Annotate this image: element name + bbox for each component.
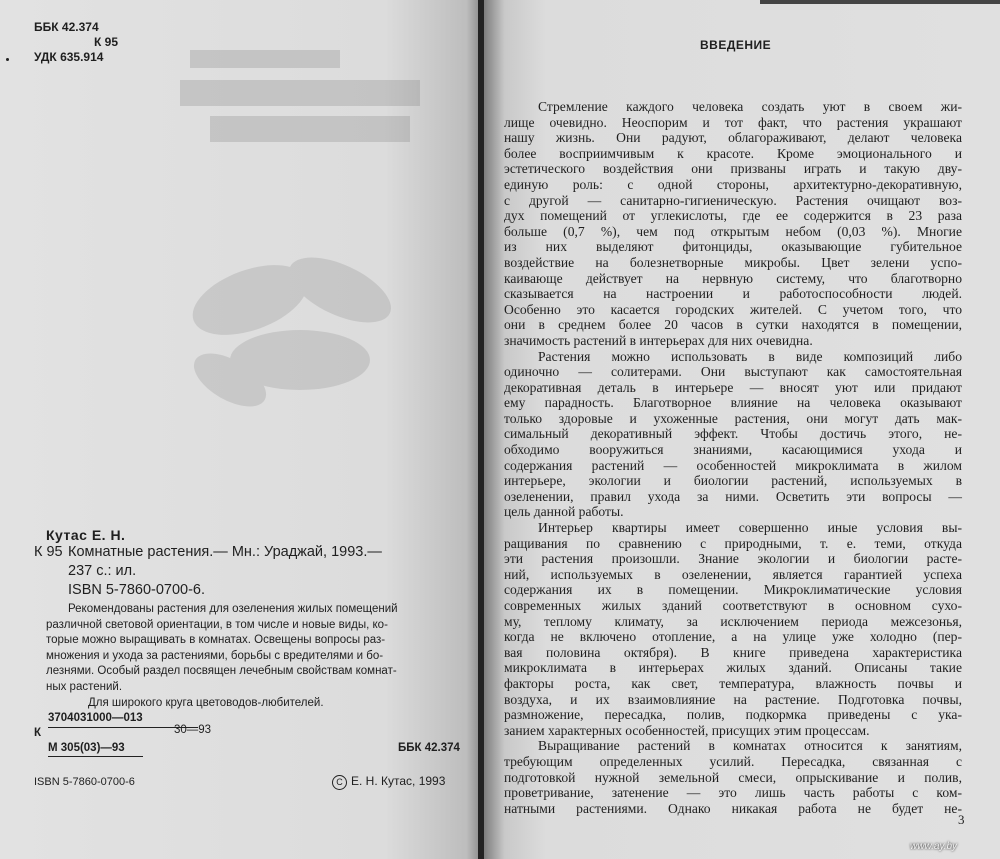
udk-code: УДК 635.914 — [34, 50, 104, 64]
text-line: требующим определенных усилий. Пересадка, связанная с — [504, 753, 962, 769]
publication-code — [34, 712, 474, 762]
text-line: Интерьер квартиры имеет совершенно иные условия вы- — [538, 520, 962, 536]
underline — [48, 756, 143, 757]
text-line: содержания растений — особенностей микроклимата в жилом — [504, 457, 962, 473]
text-line: симальный декоративный эффект. Чтобы достичь этого, не- — [504, 426, 962, 442]
text-line: Особенно это касается городских жителей. С учетом того, что — [504, 301, 962, 317]
text-line: цель данной работы. — [504, 504, 624, 520]
text-line: значимость растений в интерьерах для них очевидна. — [504, 332, 813, 348]
text-line: проветривание, затенение — это лишь часть работы с ком- — [504, 785, 962, 801]
text-line: эти растения произошли. Знание экологии и биологии расте- — [504, 551, 962, 567]
entry-title: Комнатные растения.— Мн.: Ураджай, 1993.— — [68, 544, 382, 560]
pub-mid: 30—93 — [174, 724, 212, 736]
text-line: современных жилых зданий соответствуют в основном сухо- — [504, 598, 962, 613]
text-line: интерьере, экологии и биологии растений, используемых в — [504, 473, 962, 489]
annotation-line: Рекомендованы растения для озеленения жилых помещений — [68, 603, 398, 615]
pub-line-1: 3704031000—013 — [48, 712, 143, 724]
text-line: Стремление каждого человека создать уют в своем жи- — [538, 99, 962, 114]
text-line: они в среднем более 20 часов в сутки находятся в помещении, — [504, 317, 962, 333]
page-edge-shadow — [760, 0, 1000, 4]
pub-letter: К — [34, 727, 42, 739]
chapter-title: ВВЕДЕНИЕ — [700, 38, 772, 52]
text-line: натными растениями. Однако никакая работа не будет не- — [504, 800, 962, 816]
text-line: вая половина октября). В книге приведена характеристика — [504, 644, 962, 660]
copyright-icon: С — [332, 775, 347, 790]
annotation-line: различной световой ориентации, в том числе и новые виды, ко- — [46, 618, 388, 631]
text-line: ращивания по сравнению с природными, т. е. теми, откуда — [504, 535, 962, 551]
text-line: одиночно — солитерами. Они выступают как самостоятельная — [504, 364, 962, 380]
text-line: факторы роста, как свет, температура, влажность почвы и — [504, 675, 962, 691]
text-line: Растения можно использовать в виде композиций либо — [538, 348, 962, 364]
text-line: микроклимата в интерьерах жилых зданий. Описаны такие — [504, 660, 962, 676]
text-line: сказывается на настроении и работоспособности людей. — [504, 286, 962, 302]
text-line: дух помещений от углекислоты, где ее содержится в 23 раза — [504, 208, 962, 224]
text-line: больше (0,7 %), чем под открытым небом (0,03 %). Многие — [504, 223, 962, 239]
annotation-line: торые можно выращивать в комнатах. Освещены вопросы раз- — [46, 634, 386, 646]
classification-codes — [34, 20, 118, 65]
text-line: из них выделяют фитонциды, оказывающие губительное — [504, 239, 962, 255]
text-line: более восприимчивым к красоте. Кроме эмоционального и — [504, 145, 962, 161]
text-line: эстетического воздействия они призваны играть и такую дву- — [504, 161, 962, 177]
text-line: Выращивание растений в комнатах относится к занятиям, — [538, 738, 962, 754]
show-through-cover-title — [180, 40, 430, 150]
title-line — [34, 543, 466, 562]
print-speck — [6, 58, 9, 61]
text-line: ему парадность. Благотворное влияние на человека оказывают — [504, 395, 962, 411]
bbk-bottom: ББК 42.374 — [398, 742, 460, 754]
left-page — [0, 0, 481, 859]
text-line: содержания их в помещении. Микроклиматические условия — [504, 582, 962, 598]
annotation-line: ных растений. — [46, 680, 123, 693]
page-number: 3 — [958, 812, 965, 827]
text-line: лище очевидно. Неоспорим и тот факт, что растения украшают — [504, 114, 962, 130]
text-line: размножение, пересадка, полив, подкормка приведены с ука- — [504, 707, 962, 723]
annotation-line: лезнями. Особый раздел посвящен лечебным свойствам комнат- — [46, 665, 397, 677]
text-line: воздействие на болезнетворные микробы. Цвет зелени успо- — [504, 254, 962, 270]
text-line: только здоровые и ухоженные растения, они могут дать мак- — [504, 410, 962, 426]
audience-note: Для широкого круга цветоводов-любителей. — [88, 697, 324, 709]
text-line: каивающе действует на нервную систему, что благотворно — [504, 270, 962, 286]
text-line: с другой — санитарно-гигиеническую. Растения очищают воз- — [504, 192, 962, 208]
text-line: занием характерных особенностей, присущих этим процессам. — [504, 722, 870, 738]
annotation-line: множения и ухода за растениями, борьбы с вредителями и бо- — [46, 649, 384, 662]
author-name: Кутас Е. Н. — [46, 527, 126, 543]
text-line: единую роль: с одной стороны, архитектурно-декоративную, — [504, 176, 962, 192]
bibliographic-record — [34, 527, 466, 709]
isbn-bottom: ISBN 5-7860-0700-6 — [34, 776, 135, 788]
text-line: озеленении, правил ухода за ними. Осветить эти вопросы — — [504, 488, 962, 504]
copyright-text: Е. Н. Кутас, 1993 — [351, 774, 446, 788]
text-line: декоративная деталь в интерьере — вносят уют или придают — [504, 379, 962, 395]
annotation — [34, 602, 466, 695]
text-line: подготовкой нужной земельной смеси, опрыскивание и полив, — [504, 769, 962, 785]
text-line: когда не включено отопление, а на улице уже холодно (пер- — [504, 629, 962, 645]
copyright — [332, 774, 445, 790]
page-count: 237 с.: ил. — [68, 563, 137, 579]
text-line: обходимо вооружиться знаниями, касающимися ухода и — [504, 442, 962, 458]
text-line: нашу жизнь. Они радуют, облагораживают, делают человека — [504, 130, 962, 146]
text-line: ний, используемых в озеленении, является гарантией успеха — [504, 566, 962, 582]
isbn: ISBN 5-7860-0700-6. — [68, 582, 206, 598]
show-through-plant-illustration — [170, 230, 440, 430]
entry-number: К 95 — [34, 544, 63, 560]
pub-line-2: М 305(03)—93 — [48, 742, 125, 754]
bbk-code: ББК 42.374 — [34, 20, 99, 34]
author-mark: К 95 — [94, 35, 119, 49]
body-text — [504, 99, 962, 816]
watermark: www.ay.by — [910, 841, 958, 852]
text-line: воздуха, и их взаимовлияние на растение. Подготовка почвы, — [504, 691, 962, 707]
text-line: му, теплому климату, за исключением периода межсезонья, — [504, 613, 962, 629]
